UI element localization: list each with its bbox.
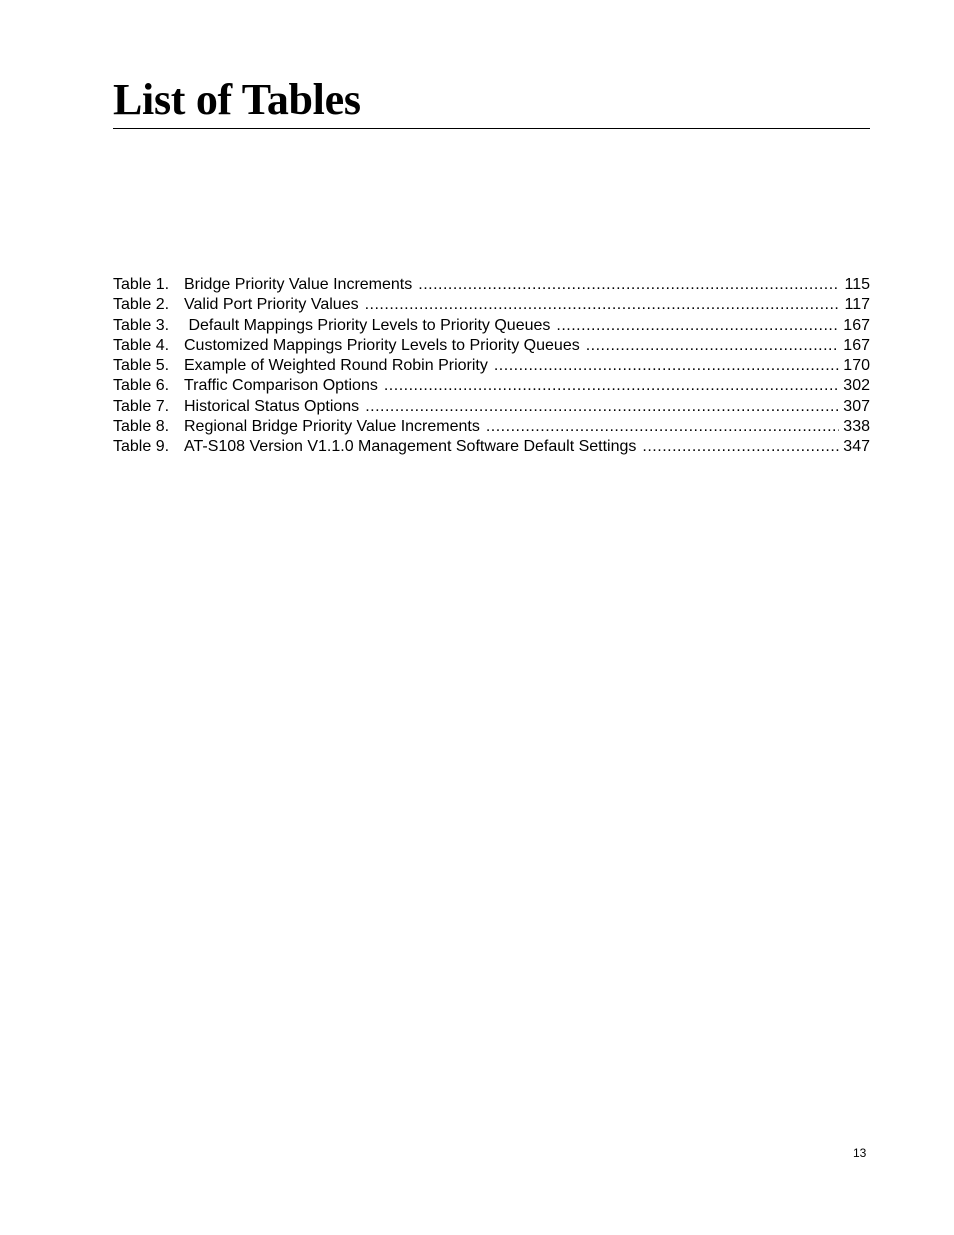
toc-entry-caption: Traffic Comparison Options bbox=[184, 377, 378, 395]
toc-entry-page: 115 bbox=[844, 276, 870, 293]
toc-entry-table-8[interactable] bbox=[113, 417, 870, 437]
list-of-tables bbox=[113, 275, 870, 458]
toc-entry-page: 167 bbox=[843, 316, 870, 334]
dot-leader bbox=[384, 376, 839, 396]
toc-entry-table-2[interactable] bbox=[113, 295, 870, 315]
toc-entry-table-4[interactable] bbox=[113, 336, 870, 356]
dot-leader bbox=[494, 356, 839, 376]
toc-entry-caption: Example of Weighted Round Robin Priority bbox=[184, 357, 488, 375]
toc-entry-page: 338 bbox=[843, 418, 870, 436]
dot-leader bbox=[365, 397, 839, 417]
toc-entry-caption: AT-S108 Version V1.1.0 Management Software Default Settings bbox=[184, 438, 637, 456]
toc-entry-page: 167 bbox=[843, 336, 870, 354]
dot-leader bbox=[486, 417, 839, 437]
page-number: 13 bbox=[853, 1146, 867, 1160]
toc-entry-table-3[interactable] bbox=[113, 316, 870, 336]
dot-leader bbox=[586, 336, 840, 356]
title-divider bbox=[113, 128, 870, 129]
toc-entry-table-7[interactable] bbox=[113, 397, 870, 417]
toc-entry-label: Table 8. bbox=[113, 418, 170, 436]
toc-entry-label: Table 2. bbox=[113, 296, 170, 314]
toc-entry-table-1[interactable] bbox=[113, 275, 870, 295]
toc-entry-label: Table 1. bbox=[113, 276, 170, 293]
toc-entry-page: 117 bbox=[844, 296, 870, 314]
toc-entry-page: 307 bbox=[843, 397, 870, 415]
toc-entry-page: 170 bbox=[843, 357, 870, 375]
toc-entry-label: Table 5. bbox=[113, 357, 170, 375]
toc-entry-caption: Historical Status Options bbox=[184, 397, 360, 415]
dot-leader bbox=[642, 437, 839, 457]
dot-leader bbox=[365, 295, 841, 315]
toc-entry-caption: Default Mappings Priority Levels to Priority Queues bbox=[184, 316, 551, 334]
toc-entry-table-5[interactable] bbox=[113, 356, 870, 376]
toc-entry-label: Table 7. bbox=[113, 397, 170, 415]
dot-leader bbox=[418, 275, 840, 295]
toc-entry-page: 347 bbox=[843, 438, 870, 456]
toc-entry-label: Table 9. bbox=[113, 438, 170, 456]
toc-entry-label: Table 6. bbox=[113, 377, 170, 395]
toc-entry-table-9[interactable] bbox=[113, 437, 870, 457]
toc-entry-caption: Regional Bridge Priority Value Increments bbox=[184, 418, 480, 436]
toc-entry-label: Table 4. bbox=[113, 336, 170, 354]
toc-entry-caption: Bridge Priority Value Increments bbox=[184, 276, 413, 293]
toc-entry-caption: Valid Port Priority Values bbox=[184, 296, 359, 314]
toc-entry-page: 302 bbox=[843, 377, 870, 395]
page-title: List of Tables bbox=[113, 75, 361, 124]
toc-entry-caption: Customized Mappings Priority Levels to Priority Queues bbox=[184, 336, 580, 354]
toc-entry-label: Table 3. bbox=[113, 316, 170, 334]
dot-leader bbox=[556, 316, 839, 336]
toc-entry-table-6[interactable] bbox=[113, 376, 870, 396]
